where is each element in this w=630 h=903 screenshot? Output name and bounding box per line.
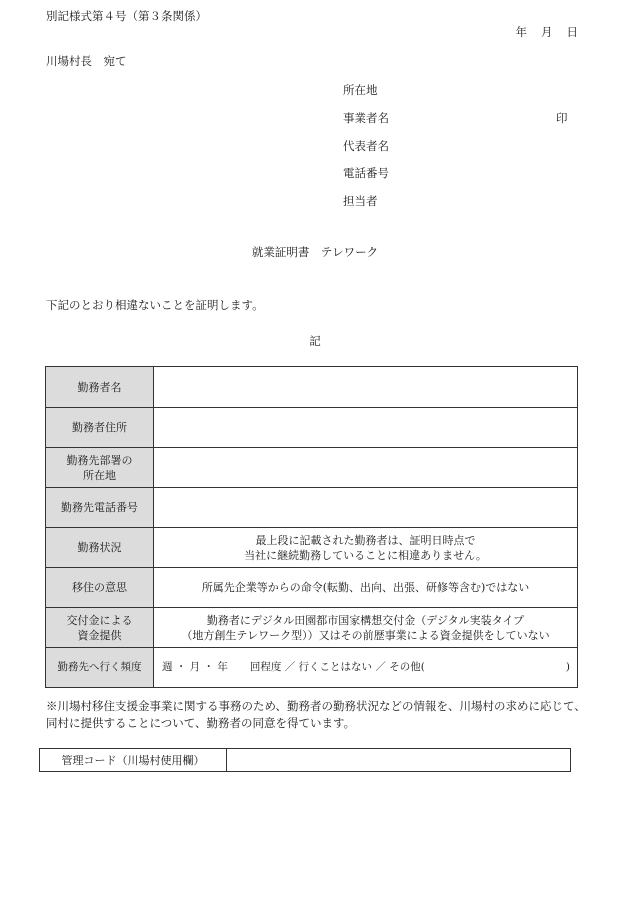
office-location-label [46,448,154,488]
ki-heading: 記 [309,334,321,348]
office-phone-field[interactable] [154,488,578,528]
date-day: 日 [566,25,578,39]
management-code-field[interactable] [227,749,571,772]
worker-name-field[interactable] [154,367,578,408]
row-worker-address [46,408,578,448]
row-visit-frequency [46,648,578,688]
management-code-label: 管理コード（川場村使用欄） [40,749,227,772]
representative-label: 代表者名 [343,139,389,153]
row-office-phone [46,488,578,528]
row-worker-name [46,367,578,408]
relocation-intent-label: 移住の意思 [46,568,154,608]
date-month: 月 [541,25,553,39]
frequency-units[interactable]: 週 ・ 月 ・ 年 [162,661,228,673]
frequency-never[interactable]: ／ 行くことはない [284,661,373,673]
office-location-field[interactable] [154,448,578,488]
row-relocation-intent [46,568,578,608]
consent-note: ※川場村移住支援金事業に関する事務のため、勤務者の勤務状況などの情報を、川場村の求めに応じて、同村に提供することについて、勤務者の同意を得ています。 [46,699,586,730]
date-line [502,24,579,40]
work-status-line2: 当社に継続勤務していることに相違ありません。 [244,548,487,562]
office-phone-label: 勤務先電話番号 [46,488,154,528]
visit-frequency-label: 勤務先へ行く頻度 [46,648,154,688]
work-status-text [154,528,578,568]
date-year: 年 [515,25,527,39]
certificate-table [45,366,578,688]
management-code-table [39,748,571,772]
subsidy-funding-label [46,608,154,648]
address-label: 所在地 [343,83,378,97]
seal-label: 印 [556,111,568,125]
frequency-other[interactable]: ／ その他( [375,661,425,673]
office-location-label-line2: 所在地 [83,468,116,482]
form-number: 別記様式第４号（第３条関係） [46,9,207,23]
phone-label: 電話番号 [343,166,389,180]
document-title: 就業証明書 テレワーク [251,245,379,259]
subsidy-funding-label-line2: 資金提供 [77,628,122,642]
subsidy-funding-line1: 勤務者にデジタル田園都市国家構想交付金（デジタル実装タイプ [206,613,525,627]
work-status-line1: 最上段に記載された勤務者は、証明日時点で [255,533,476,547]
frequency-other-close: ) [565,661,570,673]
subsidy-funding-text [154,608,578,648]
office-location-label-line1: 勤務先部署の [66,453,133,467]
business-name-label: 事業者名 [343,111,389,125]
subsidy-funding-line2: （地方創生テレワーク型））又はその前歴事業による資金提供をしていない [181,628,550,642]
worker-address-field[interactable] [154,408,578,448]
worker-address-label: 勤務者住所 [46,408,154,448]
addressee: 川場村長 宛て [46,54,127,68]
work-status-label: 勤務状況 [46,528,154,568]
frequency-times: 回程度 [249,661,282,673]
row-work-status [46,528,578,568]
subsidy-funding-label-line1: 交付金による [66,613,133,627]
row-office-location [46,448,578,488]
contact-person-label: 担当者 [343,194,378,208]
worker-name-label: 勤務者名 [46,367,154,408]
visit-frequency-field[interactable] [154,648,578,688]
relocation-intent-text: 所属先企業等からの命令(転勤、出向、出張、研修等含む)ではない [154,568,578,608]
certification-statement: 下記のとおり相違ないことを証明します。 [46,298,264,312]
row-subsidy-funding [46,608,578,648]
